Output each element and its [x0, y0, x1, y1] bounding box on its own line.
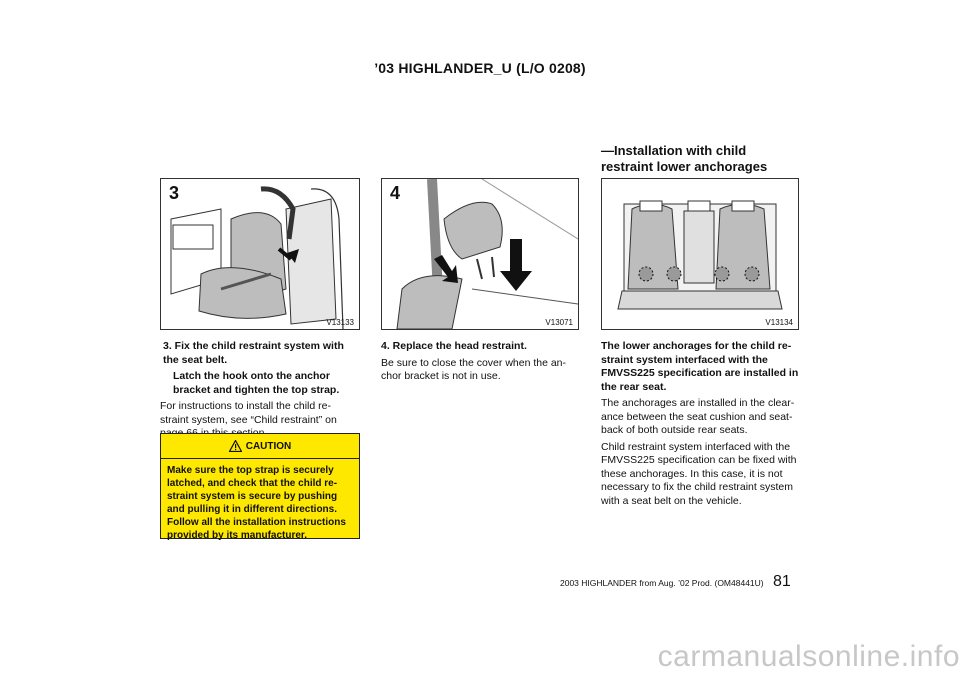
- caution-box: [160, 433, 360, 539]
- figure-child-seat-belt: [160, 178, 360, 330]
- figure-number: 4: [390, 183, 401, 203]
- text-line: The lower anchorages for the child re-: [601, 340, 792, 352]
- anchorages-heading: [601, 340, 801, 394]
- page-number: 81: [773, 573, 791, 590]
- step-4-heading: 4. Replace the head restraint.: [381, 340, 527, 352]
- figure-code: V13134: [765, 318, 793, 327]
- figure-head-restraint: [381, 178, 579, 330]
- text-line: Child restraint system interfaced with the: [601, 440, 791, 453]
- text-line: these anchorages. In this case, it is not: [601, 467, 783, 480]
- section-title: [601, 143, 801, 175]
- text-line: and pulling it in different directions.: [167, 504, 337, 515]
- column-1-text: [160, 340, 360, 441]
- text-line: provided by its manufacturer.: [167, 530, 308, 541]
- text-line: back of both outside rear seats.: [601, 424, 748, 436]
- text-line: The anchorages are installed in the clear-: [601, 397, 795, 409]
- warning-triangle-icon: [229, 440, 242, 452]
- text-line: the rear seat.: [601, 380, 667, 393]
- text-line: 3. Fix the child restraint system with: [163, 340, 344, 352]
- child-seat-illustration: [161, 179, 359, 329]
- step-3-subheading: [160, 370, 360, 397]
- rear-seat-anchorages-illustration: [602, 179, 798, 329]
- cover-note-paragraph: [381, 357, 579, 384]
- column-3-text: [601, 340, 801, 508]
- watermark: carmanualsonline.info: [657, 640, 960, 673]
- text-line: straint system is secure by pushing: [167, 491, 338, 502]
- text-line: necessary to fix the child restraint system: [601, 481, 793, 493]
- fmvss225-paragraph: [601, 441, 801, 509]
- section-title-line: —Installation with child: [601, 143, 747, 158]
- text-line: Latch the hook onto the anchor: [173, 370, 330, 382]
- text-line: latched, and check that the child re-: [167, 478, 338, 489]
- text-line: FMVSS225 specification are installed in: [601, 367, 799, 379]
- section-title-line: restraint lower anchorages: [601, 159, 768, 174]
- column-2-text: [381, 340, 579, 384]
- figure-code: V13133: [326, 318, 354, 327]
- figure-code: V13071: [545, 318, 573, 327]
- text-line: straint system interfaced with the: [601, 353, 768, 366]
- text-line: Follow all the installation instructions: [167, 517, 346, 528]
- text-line: For instructions to install the child re-: [160, 400, 331, 412]
- text-line: FMVSS225 specification can be fixed with: [601, 454, 797, 466]
- step-3-heading: [160, 340, 360, 367]
- page-header-title: ’03 HIGHLANDER_U (L/O 0208): [374, 60, 586, 76]
- caution-label: CAUTION: [245, 440, 292, 452]
- caution-text: [161, 459, 359, 547]
- text-line: with a seat belt on the vehicle.: [601, 494, 742, 507]
- text-line: the seat belt.: [163, 353, 228, 366]
- text-line: chor bracket is not in use.: [381, 370, 501, 382]
- text-line: bracket and tighten the top strap.: [173, 383, 340, 396]
- figure-lower-anchorages: [601, 178, 799, 330]
- text-line: Be sure to close the cover when the an-: [381, 356, 567, 369]
- anchorages-location-paragraph: [601, 397, 801, 438]
- figure-number: 3: [169, 183, 180, 203]
- text-line: straint system, see “Child restraint” on: [160, 413, 337, 426]
- head-restraint-illustration: [382, 179, 578, 329]
- caution-header: [161, 434, 359, 459]
- text-line: ance between the seat cushion and seat-: [601, 410, 793, 423]
- footer-text: 2003 HIGHLANDER from Aug. ’02 Prod. (OM48441U): [560, 578, 764, 588]
- text-line: Make sure the top strap is securely: [167, 465, 334, 476]
